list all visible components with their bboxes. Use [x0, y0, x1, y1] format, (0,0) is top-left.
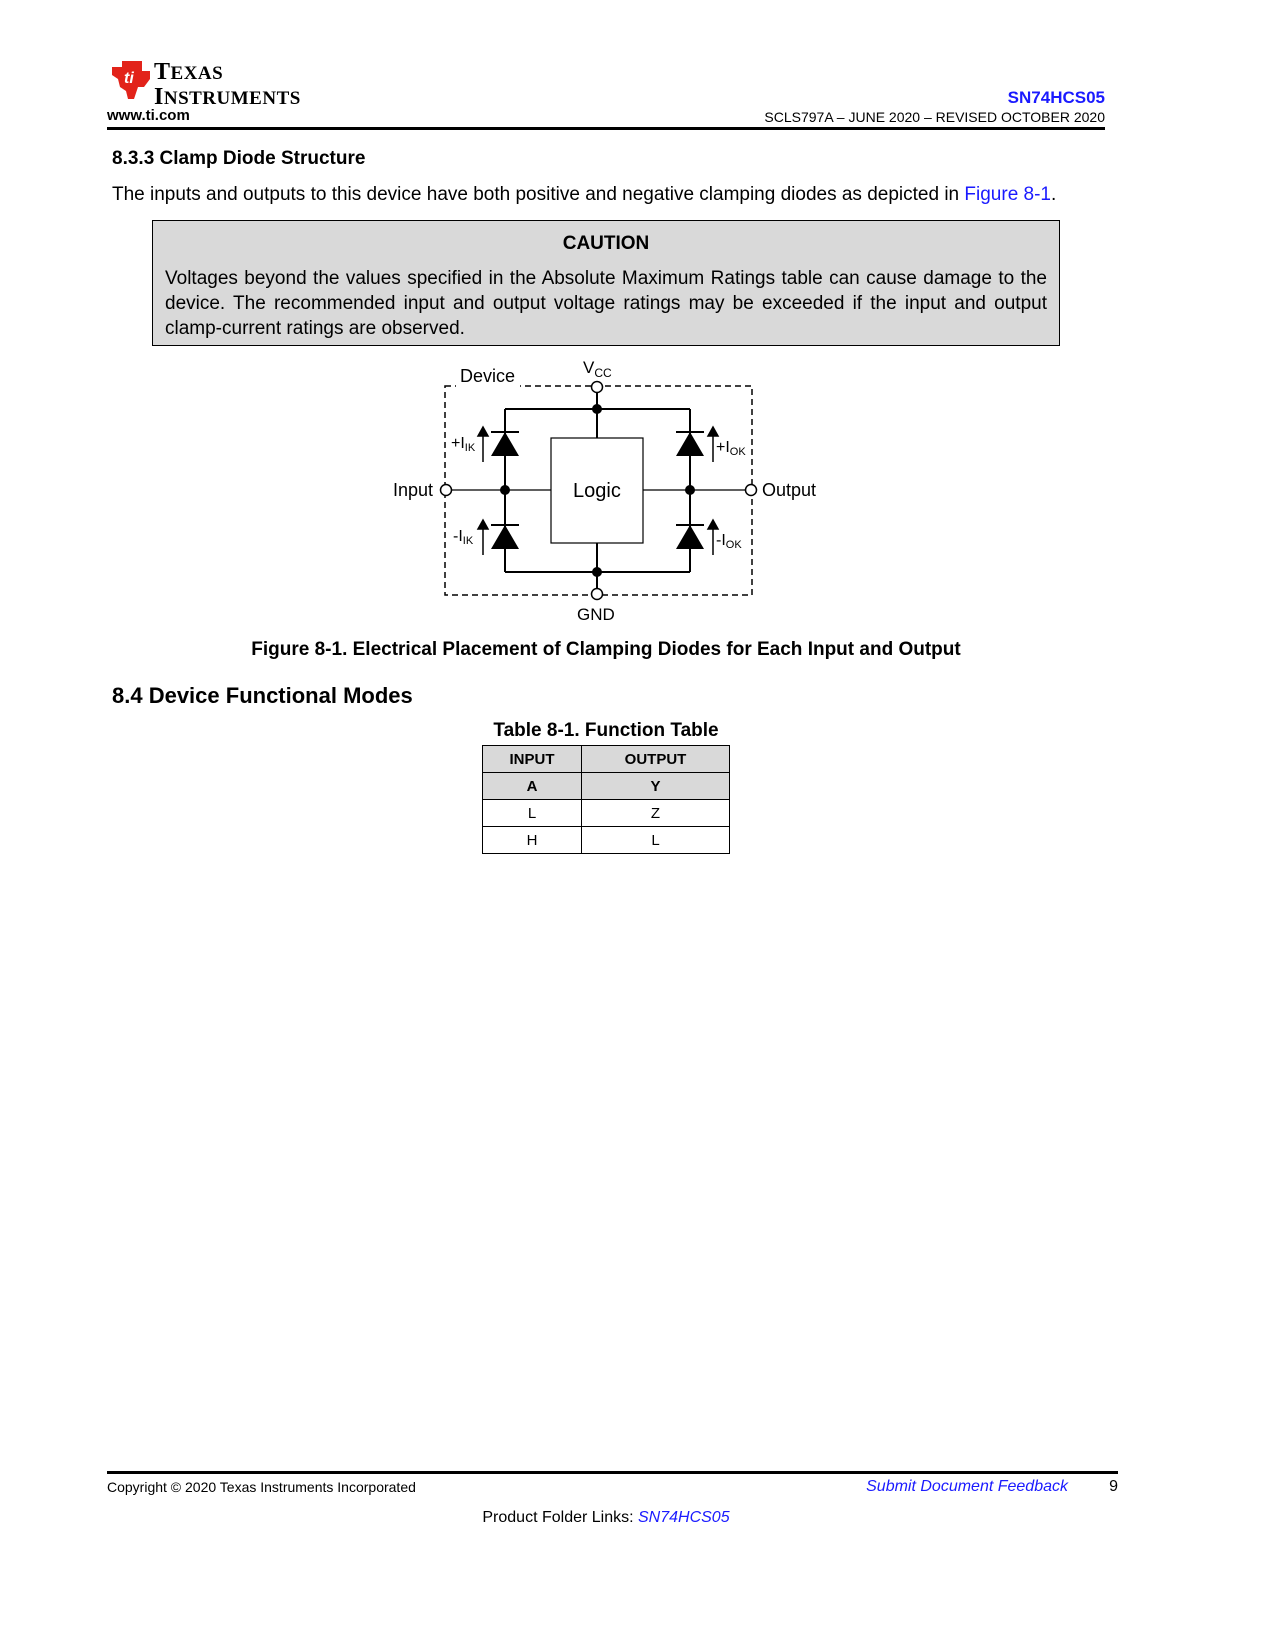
junction-input: [500, 485, 510, 495]
table-group-header-row: [483, 746, 730, 773]
figure-caption: Figure 8-1. Electrical Placement of Clamping Diodes for Each Input and Output: [251, 639, 961, 660]
table-row: [483, 827, 730, 854]
ti-logo-icon: [108, 57, 154, 103]
function-table: [482, 745, 730, 854]
label-plus-iik: [451, 435, 476, 454]
plus-iik-sub: IK: [464, 442, 476, 454]
terminal-output: [746, 485, 757, 496]
minus-iok-main: -I: [716, 532, 726, 549]
table-header-y: Y: [582, 773, 730, 800]
product-folder-link[interactable]: SN74HCS05: [638, 1509, 730, 1526]
minus-iik-sub: IK: [462, 535, 474, 547]
part-number: SN74HCS05: [1007, 88, 1105, 107]
table-cell: L: [582, 827, 730, 854]
page-number: 9: [1109, 1478, 1118, 1495]
minus-iik-main: -I: [453, 528, 463, 545]
website-link[interactable]: www.ti.com: [107, 107, 190, 124]
product-folder-links: [0, 1509, 1212, 1527]
logo-instruments-rest: NSTRUMENTS: [163, 88, 301, 109]
footer-rule: [107, 1471, 1118, 1474]
label-plus-iok: [716, 439, 746, 458]
output-label: Output: [762, 480, 817, 500]
logo-line-instruments: INSTRUMENTS: [154, 84, 301, 110]
svg-text:ti: ti: [124, 70, 134, 87]
diode-output-upper: [676, 432, 704, 456]
table-caption: Table 8-1. Function Table: [493, 720, 719, 741]
device-label: Device: [460, 366, 516, 386]
table-header-output: OUTPUT: [582, 746, 730, 773]
minus-iok-sub: OK: [725, 539, 742, 551]
table-cell: H: [483, 827, 582, 854]
vcc-label-main: V: [583, 358, 595, 377]
caution-title: CAUTION: [562, 233, 650, 254]
caution-box: [152, 220, 1060, 346]
terminal-gnd: [592, 589, 603, 600]
diode-output-lower: [676, 525, 704, 549]
doc-info: SCLS797A – JUNE 2020 – REVISED OCTOBER 2020: [764, 109, 1105, 125]
vcc-label: [583, 358, 612, 380]
caution-body: Voltages beyond the values specified in the Absolute Maximum Ratings table can cause damage to the device. The recommended input and output voltage ratings may be exceeded if the input and output clamp-current ratings are observed.: [165, 268, 1047, 339]
product-folder-label: Product Folder Links:: [482, 1509, 638, 1526]
table-column-header-row: [483, 773, 730, 800]
vcc-label-sub: CC: [594, 366, 612, 380]
ti-logo: [108, 57, 308, 110]
clamp-diode-diagram: [380, 350, 840, 630]
paragraph-text: The inputs and outputs to this device have both positive and negative clamping diodes as depicted in: [112, 184, 965, 205]
gnd-label: GND: [577, 605, 615, 624]
section-paragraph: [112, 184, 1112, 206]
table-row: [483, 800, 730, 827]
header-rule: [107, 127, 1105, 130]
table-header-input: INPUT: [483, 746, 582, 773]
paragraph-period: .: [1051, 184, 1057, 205]
junction-vcc: [592, 404, 602, 414]
label-minus-iok: [716, 532, 742, 551]
section-heading-8-3-3: 8.3.3 Clamp Diode Structure: [112, 148, 366, 169]
junction-output: [685, 485, 695, 495]
plus-iok-sub: OK: [729, 446, 746, 458]
diode-input-upper: [491, 432, 519, 456]
logo-texas-rest: EXAS: [170, 63, 224, 84]
table-cell: L: [483, 800, 582, 827]
logo-line-texas: TEXAS: [154, 59, 224, 85]
table-header-a: A: [483, 773, 582, 800]
input-label: Input: [393, 480, 434, 500]
table-cell: Z: [582, 800, 730, 827]
section-heading-8-4: 8.4 Device Functional Modes: [112, 683, 413, 708]
submit-feedback-link[interactable]: Submit Document Feedback: [866, 1478, 1068, 1495]
terminal-vcc: [592, 382, 603, 393]
figure-8-1-link[interactable]: Figure 8-1: [964, 184, 1052, 205]
diode-input-lower: [491, 525, 519, 549]
logic-label: Logic: [573, 480, 621, 502]
copyright: Copyright © 2020 Texas Instruments Incorporated: [107, 1479, 416, 1495]
terminal-input: [441, 485, 452, 496]
label-minus-iik: [453, 528, 474, 547]
plus-iik-main: +I: [451, 435, 465, 452]
plus-iok-main: +I: [716, 439, 730, 456]
junction-gnd: [592, 567, 602, 577]
